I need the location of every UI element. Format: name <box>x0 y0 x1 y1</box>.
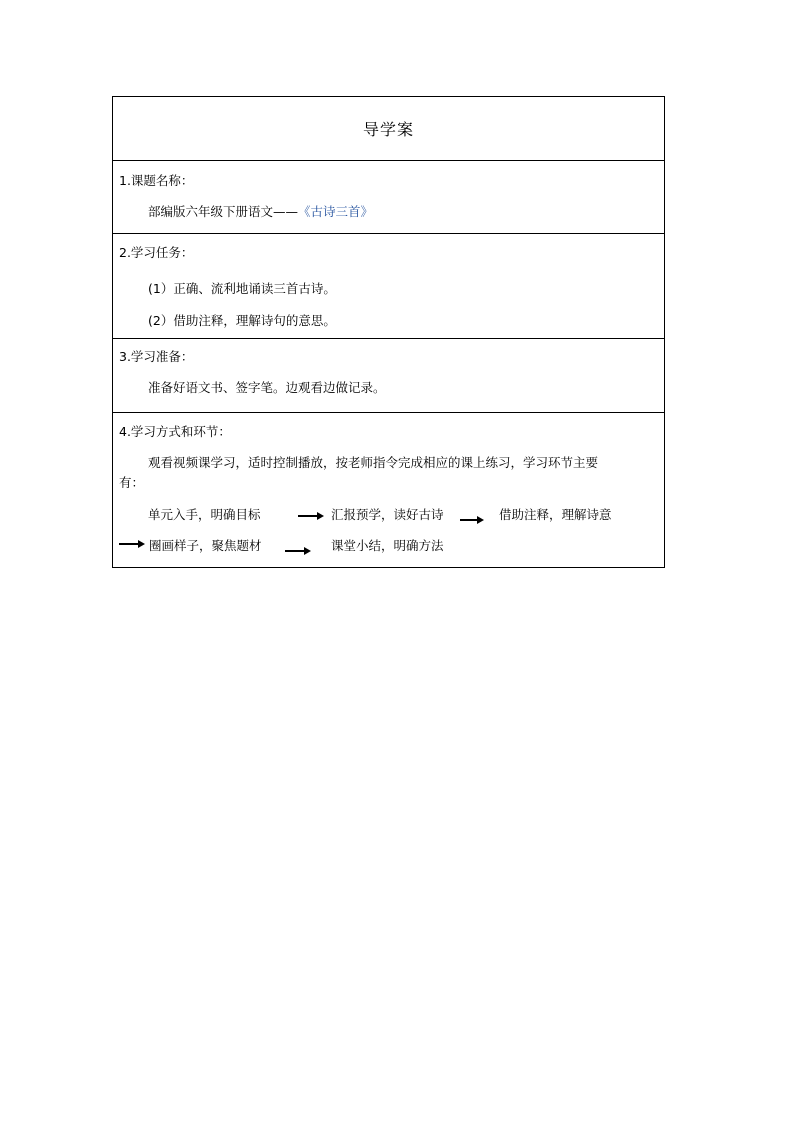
topic-content <box>148 204 373 220</box>
topic-heading: 1.课题名称： <box>119 173 194 188</box>
step-4: 圈画样子，聚焦题材 <box>149 538 262 553</box>
arrow-icon <box>460 519 478 521</box>
preparation-heading: 3.学习准备： <box>119 349 194 364</box>
method-heading: 4.学习方式和环节： <box>119 424 231 439</box>
step-5: 课堂小结，明确方法 <box>331 538 444 553</box>
method-section <box>113 412 664 567</box>
topic-book-title: 《古诗三首》 <box>298 204 374 219</box>
preparation-content: 准备好语文书、签字笔。边观看边做记录。 <box>148 380 386 395</box>
preparation-section <box>113 338 664 412</box>
tasks-section <box>113 233 664 338</box>
topic-content-prefix: 部编版六年级下册语文—— <box>148 204 299 219</box>
tasks-heading: 2.学习任务： <box>119 245 194 260</box>
method-intro-cont: 有： <box>119 475 145 490</box>
page-title: 导学案 <box>362 120 414 139</box>
arrow-icon <box>285 550 305 552</box>
topic-section <box>113 160 664 233</box>
study-guide-table <box>112 96 665 568</box>
step-2: 汇报预学，读好古诗 <box>331 507 444 522</box>
title-row <box>113 97 664 160</box>
arrow-icon <box>119 543 139 545</box>
task-item-2: (2）借助注释，理解诗句的意思。 <box>148 313 336 328</box>
step-3: 借助注释，理解诗意 <box>499 507 612 522</box>
arrow-icon <box>298 515 318 517</box>
method-intro: 观看视频课学习，适时控制播放，按老师指令完成相应的课上练习，学习环节主要 <box>148 455 599 470</box>
step-1: 单元入手，明确目标 <box>148 507 261 522</box>
task-item-1: (1）正确、流利地诵读三首古诗。 <box>148 281 336 296</box>
